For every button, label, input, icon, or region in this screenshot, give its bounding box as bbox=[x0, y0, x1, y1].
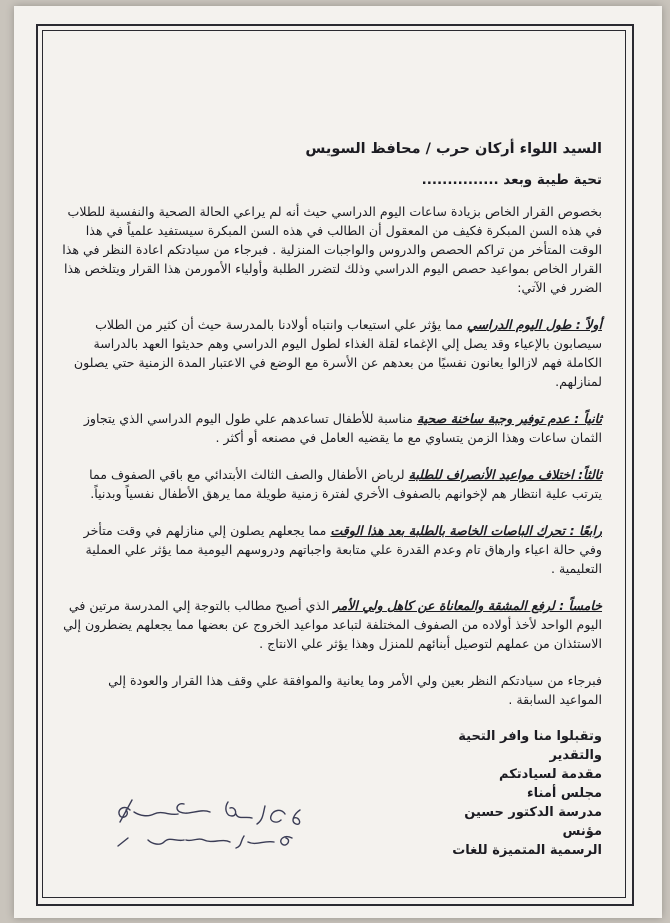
point-2-heading: ثانياً : عدم توفير وجبة ساخنة صحية bbox=[416, 411, 602, 426]
point-5-text: الذي أصبح مطالب بالتوجة إلي المدرسة مرتين في اليوم الواحد لأخذ أولاده من الصفوف المختلفة لتباعد مواعيد الخروج عن بعضها مما يجعلهم يضطرون إلي الاستئذان من عملهم لتوصيل أبنائهم للمنزل وهذا يؤثر علي الانتاج . bbox=[63, 598, 602, 651]
point-2 bbox=[62, 409, 602, 447]
point-3-text: لرياض الأطفال والصف الثالث الأبتدائي مع باقي الصفوف مما يترتب علية انتظار هم لإخوانهم بالصفوف الأخري لفترة زمنية طويلة مما يرهق الأطفال نفسياً وبدنياً. bbox=[89, 467, 602, 501]
closing-line: مجلس أمناء bbox=[527, 786, 602, 801]
addressee: السيد اللواء أركان حرب / محافظ السويس bbox=[305, 141, 602, 157]
letter-body bbox=[62, 140, 602, 860]
greeting: تحية طيبة وبعد ............... bbox=[421, 172, 602, 188]
point-5 bbox=[62, 596, 602, 653]
point-3 bbox=[62, 465, 602, 503]
closing-block bbox=[424, 727, 602, 860]
closing-line: مدرسة الدكتور حسين مؤنس bbox=[464, 805, 602, 839]
closing-line: الرسمية المتميزة للغات bbox=[452, 843, 602, 858]
intro-paragraph: بخصوص القرار الخاص بزيادة ساعات اليوم الدراسي حيث أنه لم يراعي الحالة الصحية والنفسية للطلاب في هذه السن المبكرة فكيف من المعقول أن الطالب في هذه السن المبكرة سيستفيد علمياً في هذا الوقت المتأخر من تراكم الحصص والدروس والواجبات المنزلية . فبرجاء من سيادتكم اعادة النظر في هذا القرار الخاص بمواعيد حصص اليوم الدراسي وذلك لتضرر الطلبة وأولياء الأمورمن هذا القرار ويتلخص هذا الضرر في الآتي: bbox=[62, 204, 602, 295]
point-1-text: مما يؤثر علي استيعاب وانتباه أولادنا بالمدرسة حيث أن كثير من الطلاب سيصابون بالإعياء وقد يصل إلي الإغماء لقلة الغذاء لطول اليوم الدراسي وهم حديثوا العهد بالدراسة الكاملة فهم لازالوا يعانون نفسيًا من بعدهم عن الأسرة مع الوضع في الاعتبار المدة الزمنية حتي يصلون لمنازلهم. bbox=[73, 317, 602, 389]
handwritten-signature bbox=[60, 792, 320, 862]
point-4-heading: رابعًا : تحرك الباصات الخاصة بالطلبة بعد هذا الوقت bbox=[330, 523, 602, 538]
point-4 bbox=[62, 521, 602, 578]
request-paragraph: فبرجاء من سيادتكم النظر بعين ولي الأمر وما يعانية والموافقة علي وقف هذا القرار والعودة إلي المواعيد السابقة . bbox=[108, 673, 602, 707]
point-5-heading: خامساً : لرفع المشقة والمعاناة عن كاهل ولي الأمر bbox=[333, 598, 602, 613]
point-4-text: مما يجعلهم يصلون إلي منازلهم في وقت متأخر وفي حالة اعياء وارهاق تام وعدم القدرة علي متابعة واجباتهم ودروسهم اليومية مما يؤثر علي العملية التعليمية . bbox=[83, 523, 602, 576]
point-1-heading: أولاً : طول اليوم الدراسي bbox=[466, 317, 602, 332]
signature-scribble bbox=[60, 792, 320, 862]
point-2-text: مناسبة للأطفال تساعدهم علي طول اليوم الدراسي الذي يتجاوز الثمان ساعات وهذا الزمن يتساوي مع ما يقضيه العامل في مصنعه أو أكثر . bbox=[83, 411, 602, 445]
point-1 bbox=[62, 315, 602, 391]
closing-line: وتقبلوا منا وافر التحية والتقدير bbox=[458, 729, 602, 763]
point-3-heading: ثالثاً: اختلاف مواعيد الأنصراف للطلبة bbox=[408, 467, 602, 482]
closing-line: مقدمة لسيادتكم bbox=[499, 767, 602, 782]
